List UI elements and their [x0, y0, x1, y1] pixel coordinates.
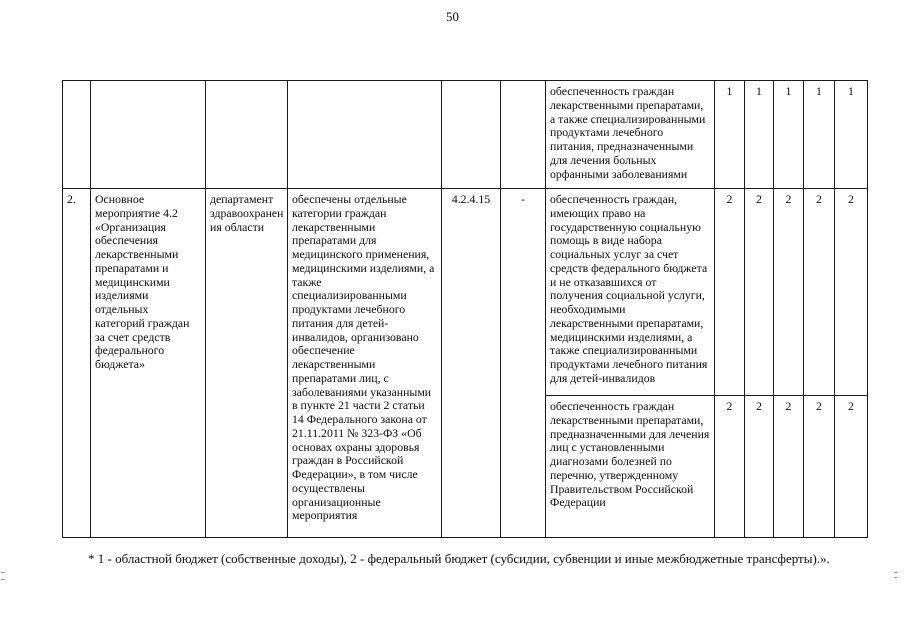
value-cell: 2: [774, 189, 804, 396]
value-cell: 2: [715, 189, 745, 396]
footnote: * 1 - областной бюджет (собственные доходы), 2 - федеральный бюджет (субсидии, субвенции и иные межбюджетные трансферты).».: [88, 551, 830, 566]
indicator-cell: обеспеченность граждан, имеющих право на государственную социальную помощь в виде набора социальных услуг за счет средств федерального бюджета и не отказавшихся от получения социальной услуги, необходимыми лекарственными препаратами, медицинскими изделиями, а также специализированными продуктами лечебного питания для детей-инвалидов: [546, 189, 715, 396]
indicator-cell: обеспеченность граждан лекарственными препаратами, а также специализированными продуктами лечебного питания, предназначенными для лечения больных орфанными заболеваниями: [546, 81, 715, 189]
dash-cell: -: [501, 189, 546, 538]
table-row-measure-2: [63, 189, 868, 396]
value-cell: 2: [804, 396, 835, 538]
scan-artifact-right: [894, 577, 897, 578]
program-measures-table: [62, 80, 868, 538]
result-description-cell: обеспечены отдельные категории граждан лекарственными препаратами для медицинского применения, медицинскими изделиями, а также специализированными продуктами лечебного питания для детей- инвалидов, организовано обеспечение лекарственными препаратами лиц, с заболеваниями указанными в пункте 21 части 2 статьи 14 Федерального закона от 21.11.2011 № 323-ФЗ «Об основах охраны здоровья граждан в Российской Федерации», в том числе осуществлены организационные мероприятия: [288, 189, 442, 538]
scan-artifact-right: [894, 572, 897, 573]
value-cell: 1: [715, 81, 745, 189]
scan-artifact-left: [1, 572, 4, 573]
code-cell: [442, 81, 501, 189]
result-description-cell: [288, 81, 442, 189]
measure-name-cell: Основное мероприятие 4.2 «Организация обеспечения лекарственными препаратами и медицинскими изделиями отдельных категорий граждан за счет средств федерального бюджета»: [91, 189, 206, 538]
executor-cell: [206, 81, 288, 189]
dash-cell: [501, 81, 546, 189]
value-cell: 1: [774, 81, 804, 189]
value-cell: 2: [745, 396, 774, 538]
measure-name-cell: [91, 81, 206, 189]
value-cell: 1: [745, 81, 774, 189]
value-cell: 1: [835, 81, 868, 189]
value-cell: 2: [774, 396, 804, 538]
value-cell: 2: [715, 396, 745, 538]
value-cell: 2: [835, 396, 868, 538]
row-number-cell: [63, 81, 91, 189]
indicator-cell: обеспеченность граждан лекарственными препаратами, предназначенными для лечения лиц с установленными диагнозами болезней по перечню, утвержденному Правительством Российской Федерации: [546, 396, 715, 538]
row-number-cell: 2.: [63, 189, 91, 538]
scan-artifact-left: [1, 579, 4, 580]
value-cell: 2: [804, 189, 835, 396]
value-cell: 2: [835, 189, 868, 396]
value-cell: 2: [745, 189, 774, 396]
value-cell: 1: [804, 81, 835, 189]
code-cell: 4.2.4.15: [442, 189, 501, 538]
page-number: 50: [446, 10, 459, 24]
table-row-continuation: [63, 81, 868, 189]
executor-cell: департамент здравоохранен ия области: [206, 189, 288, 538]
